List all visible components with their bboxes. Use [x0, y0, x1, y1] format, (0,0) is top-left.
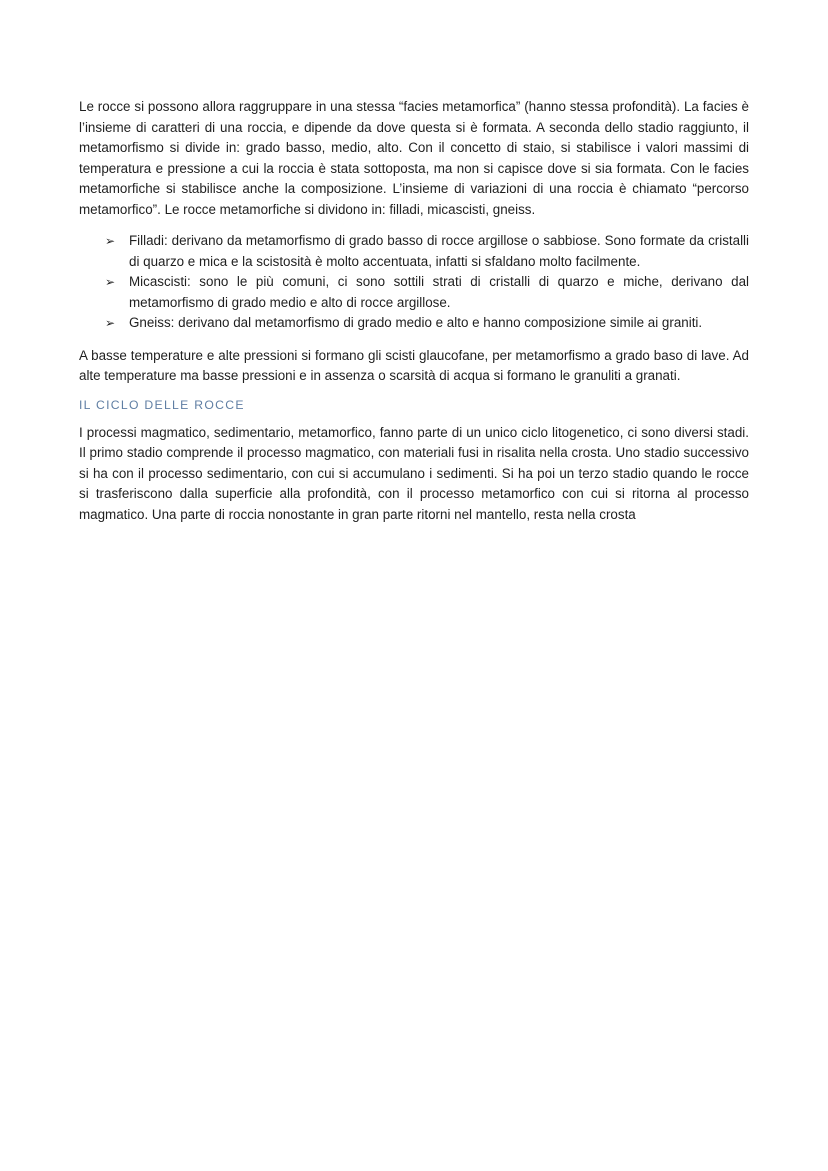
list-item-micascisti	[105, 272, 749, 313]
document-page	[79, 97, 749, 525]
rock-types-list	[79, 231, 749, 334]
list-item-filladi	[105, 231, 749, 272]
middle-paragraph: A basse temperature e alte pressioni si formano gli scisti glaucofane, per metamorfismo a grado baso di lave. Ad alte temperature ma basse pressioni e in assenza o scarsità di acqua si formano le granuliti a granati.	[79, 347, 749, 383]
list-item-text: Micascisti: sono le più comuni, ci sono sottili strati di cristalli di quarzo e miche, derivano dal metamorfismo di grado medio e alto di rocce argillose.	[129, 274, 749, 310]
arrowhead-bullet-icon: ➢	[105, 234, 116, 248]
arrowhead-bullet-icon: ➢	[105, 316, 116, 330]
section-heading: IL CICLO DELLE ROCCE	[79, 397, 245, 412]
list-item-text: Filladi: derivano da metamorfismo di grado basso di rocce argillose o sabbiose. Sono formate da cristalli di quarzo e mica e la scistosità è molto accentuata, infatti si sfaldano molto facilmente.	[129, 233, 749, 269]
list-item-gneiss	[105, 313, 749, 334]
list-item-text: Gneiss: derivano dal metamorfismo di grado medio e alto e hanno composizione simile ai graniti.	[129, 315, 703, 330]
final-paragraph: I processi magmatico, sedimentario, metamorfico, fanno parte di un unico ciclo litogenetico, ci sono diversi stadi. Il primo stadio comprende il processo magmatico, con materiali fusi in risalita nella crosta. Uno stadio successivo si ha con il processo sedimentario, con cui si accumulano i sedimenti. Si ha poi un terzo stadio quando le rocce si trasferiscono dalla superficie alla profondità, con il processo metamorfico con cui si ritorna al processo magmatico. Una parte di roccia nonostante in gran parte ritorni nel mantello, resta nella crosta	[79, 424, 749, 522]
intro-paragraph: Le rocce si possono allora raggruppare in una stessa “facies metamorfica” (hanno stessa profondità). La facies è l’insieme di caratteri di una roccia, e dipende da dove questa si è formata. A seconda dello stadio raggiunto, il metamorfismo si divide in: grado basso, medio, alto. Con il concetto di staio, si stabilisce i valori massimi di temperatura e pressione a cui la roccia è stata sottoposta, ma non si capisce dove si sia formata. Con le facies metamorfiche si stabilisce anche la composizione. L’insieme di variazioni di una roccia è chiamato “percorso metamorfico”. Le rocce metamorfiche si dividono in: filladi, micascisti, gneiss.	[79, 99, 749, 217]
arrowhead-bullet-icon: ➢	[105, 275, 116, 289]
